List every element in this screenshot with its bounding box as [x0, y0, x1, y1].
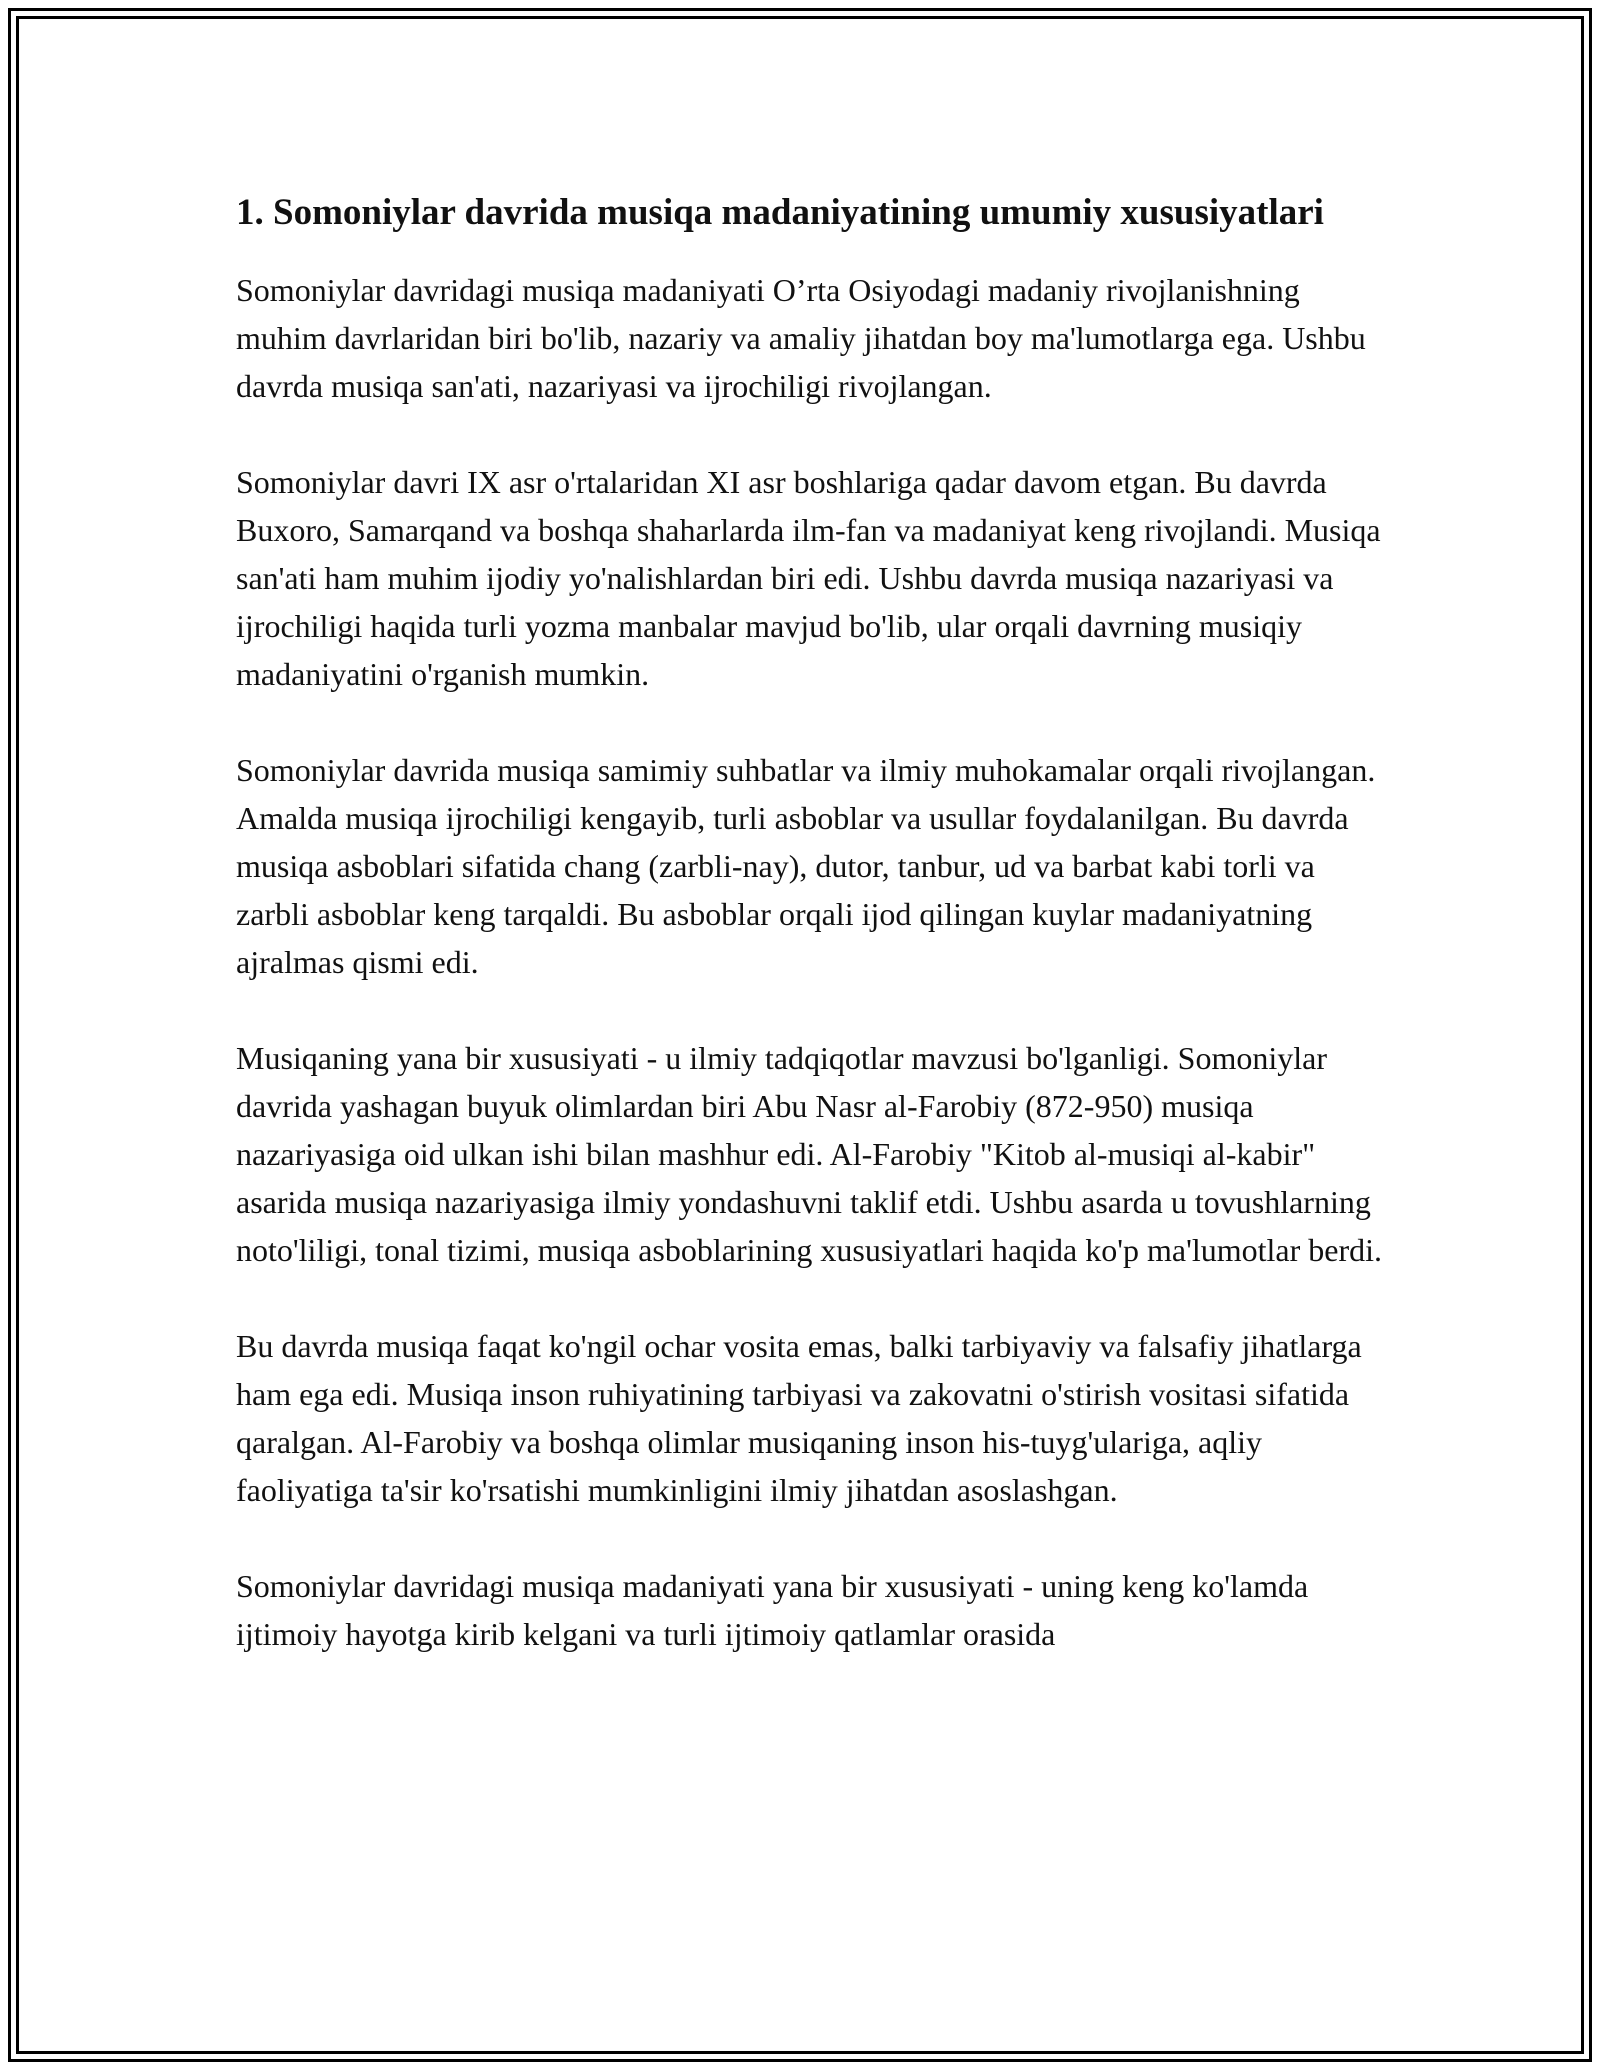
paragraph-6: Somoniylar davridagi musiqa madaniyati yana bir xususiyati - uning keng ko'lamda ijtimoiy hayotga kirib kelgani va turli ijtimoiy qatlamlar orasida: [236, 1568, 1309, 1652]
paragraph-5: Bu davrda musiqa faqat ko'ngil ochar vosita emas, balki tarbiyaviy va falsafiy jihatlarga ham ega edi. Musiqa inson ruhiyatining tarbiyasi va zakovatni o'stirish vositasi sifatida qaralgan. Al-Farobiy va boshqa olimlar musiqaning inson his-tuyg'ulariga, aqliy faoliyatiga ta'sir ko'rsatishi mumkinligini ilmiy jihatdan asoslashgan.: [236, 1328, 1362, 1508]
paragraph-2: Somoniylar davri IX asr o'rtalaridan XI asr boshlariga qadar davom etgan. Bu davrda Buxoro, Samarqand va boshqa shaharlarda ilm-fan va madaniyat keng rivojlandi. Musiqa san'ati ham muhim ijodiy yo'nalishlardan biri edi. Ushbu davrda musiqa nazariyasi va ijrochiligi haqida turli yozma manbalar mavjud bo'lib, ular orqali davrning musiqiy madaniyatini o'rganish mumkin.: [236, 464, 1381, 692]
section-heading: 1. Somoniylar davrida musiqa madaniyatining umumiy xususiyatlari: [236, 192, 1324, 233]
paragraph-1: Somoniylar davridagi musiqa madaniyati O’rta Osiyodagi madaniy rivojlanishning muhim davrlaridan biri bo'lib, nazariy va amaliy jihatdan boy ma'lumotlarga ega. Ushbu davrda musiqa san'ati, nazariyasi va ijrochiligi rivojlangan.: [236, 272, 1366, 404]
document-body: [236, 186, 1386, 1706]
paragraph-4: Musiqaning yana bir xususiyati - u ilmiy tadqiqotlar mavzusi bo'lganligi. Somoniylar davrida yashagan buyuk olimlardan biri Abu Nasr al-Farobiy (872-950) musiqa nazariyasiga oid ulkan ishi bilan mashhur edi. Al-Farobiy "Kitob al-musiqi al-kabir" asarida musiqa nazariyasiga ilmiy yondashuvni taklif etdi. Ushbu asarda u tovushlarning noto'liligi, tonal tizimi, musiqa asboblarining xususiyatlari haqida ko'p ma'lumotlar berdi.: [236, 1040, 1382, 1268]
paragraph-3: Somoniylar davrida musiqa samimiy suhbatlar va ilmiy muhokamalar orqali rivojlangan. Amalda musiqa ijrochiligi kengayib, turli asboblar va usullar foydalanilgan. Bu davrda musiqa asboblari sifatida chang (zarbli-nay), dutor, tanbur, ud va barbat kabi torli va zarbli asboblar keng tarqaldi. Bu asboblar orqali ijod qilingan kuylar madaniyatning ajralmas qismi edi.: [236, 752, 1376, 980]
